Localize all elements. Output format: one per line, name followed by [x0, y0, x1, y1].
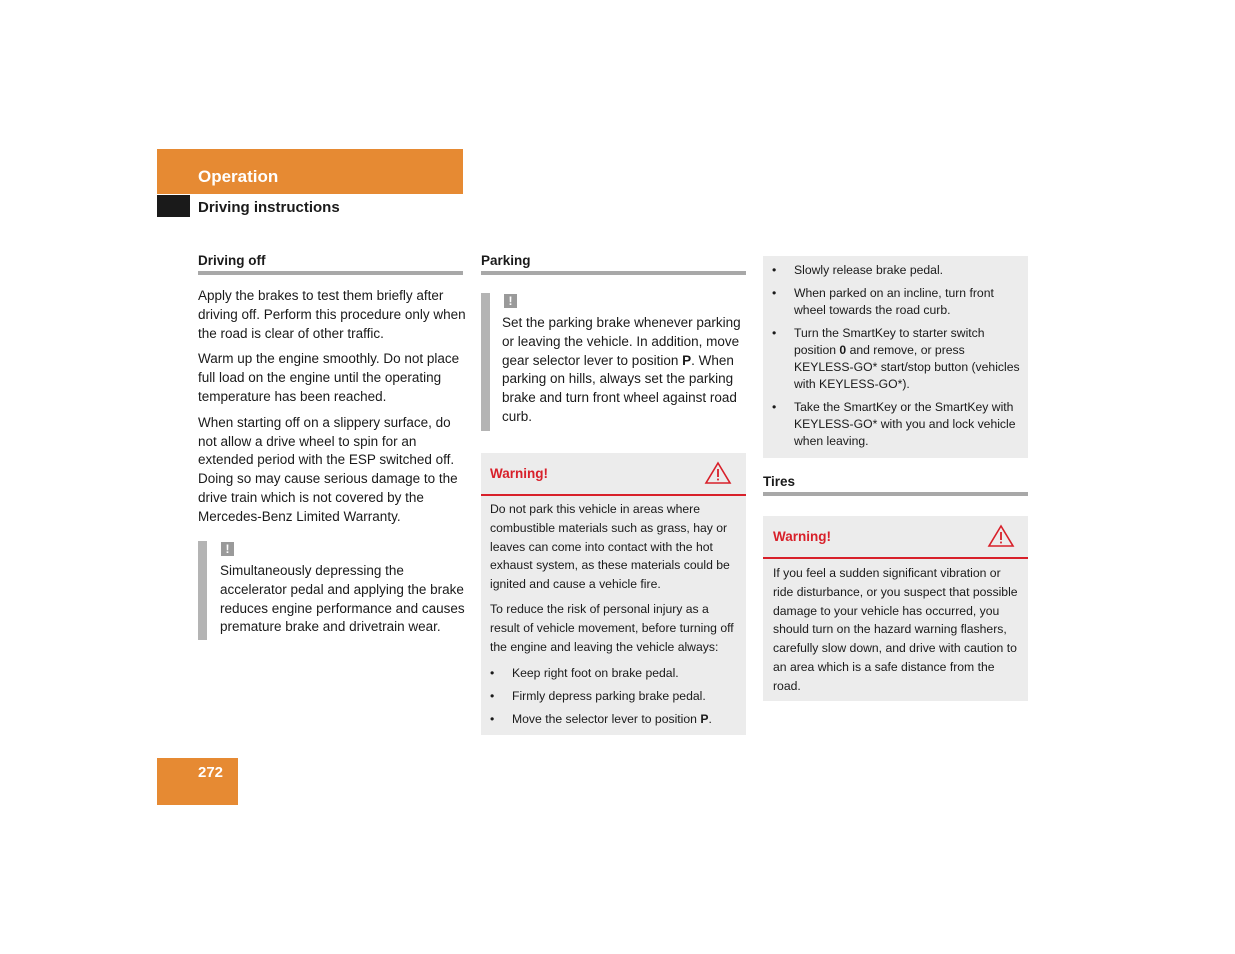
paragraph: When starting off on a slippery surface, do not allow a drive wheel to spin for an extended period with the ESP switched off. Doing so may cause serious damage to the drive train which is not covered by the Mercedes-Benz Limited Warranty.: [198, 414, 458, 524]
subsection-title: Driving instructions: [198, 199, 340, 216]
page-number: 272: [198, 764, 224, 781]
tires-warning-text: If you feel a sudden significant vibration or ride disturbance, or you suspect that possible damage to your vehicle has occurred, you should turn on the hazard warning flashers, carefully slow down, and drive with caution to an area which is a safe distance from the road.: [773, 566, 1018, 693]
list-item: • Turn the SmartKey to starter switch position 0 and remove, or press KEYLESS-GO* start/stop button (vehicles with KEYLESS-GO*).: [763, 325, 1021, 393]
heading-rule: [198, 271, 463, 275]
paragraph: Apply the brakes to test them briefly after driving off. Perform this procedure only when the road is clear of other traffic.: [198, 288, 466, 341]
list-item: • Take the SmartKey or the SmartKey with KEYLESS-GO* with you and lock vehicle when leaving.: [763, 399, 1021, 450]
exclamation-icon: !: [221, 542, 234, 556]
parking-bullet-list: [481, 665, 741, 734]
note-bar: [481, 293, 490, 431]
warning-triangle-icon: [987, 524, 1015, 548]
list-item: • Firmly depress parking brake pedal.: [481, 688, 741, 705]
warning-divider: [763, 557, 1028, 559]
continued-bullet-list: [763, 262, 1021, 456]
paragraph: Do not park this vehicle in areas where combustible materials such as grass, hay or leaves can come into contact with the hot exhaust system, as these materials could be ignited and cause a vehicle fire.: [490, 502, 730, 592]
parking-warning-text: [490, 500, 740, 662]
section-title: Operation: [198, 167, 279, 186]
parking-heading: Parking: [481, 253, 531, 268]
list-item: • Slowly release brake pedal.: [763, 262, 1021, 279]
list-item: • Move the selector lever to position P.: [481, 711, 741, 728]
tires-heading: Tires: [763, 474, 796, 489]
exclamation-icon: !: [504, 294, 517, 308]
subsection-marker: [157, 195, 190, 217]
warning-divider: [481, 494, 746, 496]
list-item: • Keep right foot on brake pedal.: [481, 665, 741, 682]
parking-note: Set the parking brake whenever parking or leaving the vehicle. In addition, move gear selector lever to position P. When parking on hills, always set the parking brake and turn front wheel against road curb.: [502, 315, 741, 424]
list-item: • When parked on an incline, turn front wheel towards the road curb.: [763, 285, 1021, 319]
heading-rule: [763, 492, 1028, 496]
paragraph: To reduce the risk of personal injury as a result of vehicle movement, before turning off the engine and leaving the vehicle always:: [490, 601, 734, 654]
driving-off-heading: Driving off: [198, 253, 266, 268]
warning-title: Warning!: [490, 466, 548, 481]
heading-rule: [481, 271, 746, 275]
warning-triangle-icon: [704, 461, 732, 485]
driving-off-note: Simultaneously depressing the accelerator pedal and applying the brake reduces engine performance and causes premature brake and drivetrain wear.: [220, 563, 465, 635]
paragraph: Warm up the engine smoothly. Do not place full load on the engine until the operating temperature has been reached.: [198, 351, 460, 404]
warning-title: Warning!: [773, 529, 831, 544]
driving-off-body: [198, 287, 466, 534]
note-bar: [198, 541, 207, 640]
